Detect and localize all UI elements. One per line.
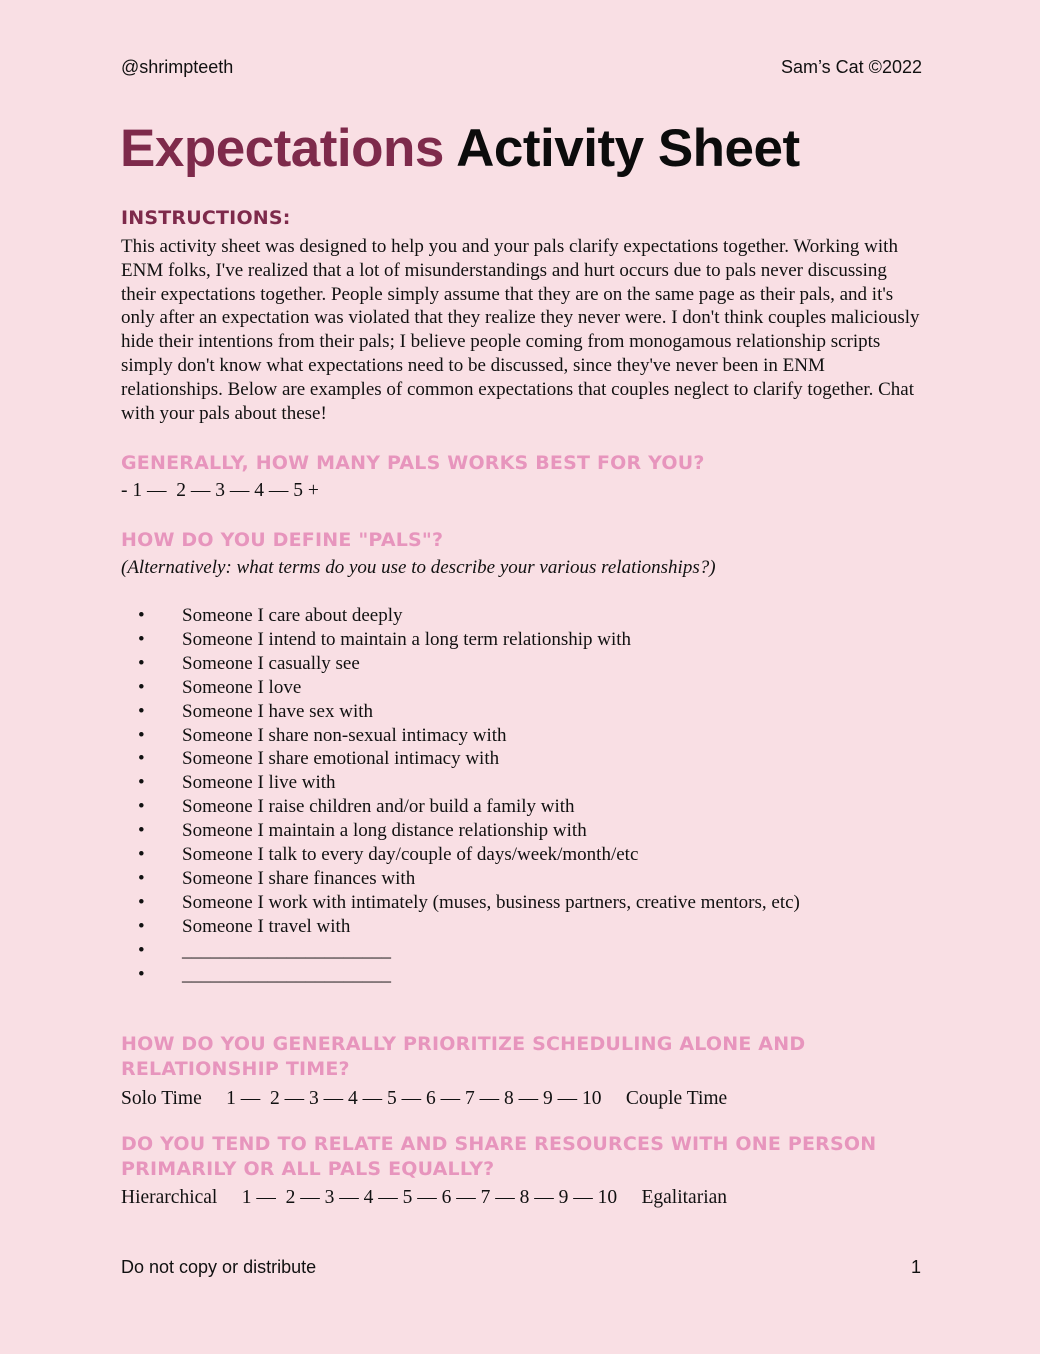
list-item xyxy=(138,915,800,939)
list-item-text: Someone I raise children and/or build a family with xyxy=(182,796,575,818)
title-accent: Expectations xyxy=(120,119,444,178)
list-item xyxy=(138,724,800,748)
list-item-text: Someone I work with intimately (muses, business partners, creative mentors, etc) xyxy=(182,891,800,913)
bullet-icon: • xyxy=(138,796,145,818)
define-pals-note: (Alternatively: what terms do you use to describe your various relationships?) xyxy=(121,557,716,578)
footer-notice: Do not copy or distribute xyxy=(121,1257,317,1277)
copyright-notice: Sam’s Cat ©2022 xyxy=(780,57,922,77)
question-resources-label: DO YOU TEND TO RELATE AND SHARE RESOURCES WITH ONE PERSON PRIMARILY OR ALL PALS EQUALLY? xyxy=(121,1133,877,1180)
bullet-icon: • xyxy=(138,891,145,913)
list-item-text: Someone I travel with xyxy=(182,915,351,937)
bullet-icon: • xyxy=(138,724,145,746)
list-item-text: Someone I intend to maintain a long term relationship with xyxy=(182,628,632,650)
pal-count-scale: - 1 — 2 — 3 — 4 — 5 + xyxy=(121,480,319,501)
list-item-text: Someone I have sex with xyxy=(182,700,374,722)
author-handle: @shrimpteeth xyxy=(121,57,234,77)
list-item xyxy=(138,891,800,915)
pal-definition-list xyxy=(138,604,800,987)
bullet-icon: • xyxy=(138,652,145,674)
bullet-icon: • xyxy=(138,867,145,889)
bullet-icon: • xyxy=(138,963,145,985)
list-item xyxy=(138,819,800,843)
title-rest: Activity Sheet xyxy=(456,119,800,178)
question-define-pals-label: HOW DO YOU DEFINE "PALS"? xyxy=(121,529,444,551)
list-item-text: Someone I share finances with xyxy=(182,867,416,889)
list-item-text: Someone I share emotional intimacy with xyxy=(182,748,500,770)
list-item xyxy=(138,795,800,819)
bullet-icon: • xyxy=(138,605,145,626)
list-item-text: Someone I maintain a long distance relationship with xyxy=(182,820,587,842)
question-scheduling-label: HOW DO YOU GENERALLY PRIORITIZE SCHEDULING ALONE AND RELATIONSHIP TIME? xyxy=(121,1033,806,1080)
list-item-text: Someone I love xyxy=(182,676,302,698)
bullet-icon: • xyxy=(138,844,145,866)
list-item xyxy=(138,771,800,795)
blank-line: ______________________ xyxy=(182,963,391,985)
list-item-text: Someone I live with xyxy=(182,772,336,794)
bullet-icon: • xyxy=(138,939,145,961)
blank-list-item xyxy=(138,939,800,963)
resources-scale: Hierarchical 1 — 2 — 3 — 4 — 5 — 6 — 7 — 8 — 9 — 10 Egalitarian xyxy=(121,1187,728,1208)
list-item-text: Someone I share non-sexual intimacy with xyxy=(182,724,507,746)
bullet-icon: • xyxy=(138,748,145,770)
bullet-icon: • xyxy=(138,772,145,794)
bullet-icon: • xyxy=(138,628,145,650)
bullet-icon: • xyxy=(138,676,145,698)
instructions-label: INSTRUCTIONS: xyxy=(121,207,291,229)
instructions-body: This activity sheet was designed to help you and your pals clarify expectations together. Working with ENM folks, I've realized that a lot of misunderstandings and hurt occurs due to pals never discussing their expectations together. People simply assume that they are on the same page as their pals, and it's only after an expectation was violated that they realize they never were. I don't think couples maliciously hide their intentions from their pals; I believe people coming from monogamous relationship scripts simply don't know what expectations need to be discussed, since they've never been in ENM relationships. Below are examples of common expectations that couples neglect to clarify together. Chat with your pals about these! xyxy=(121,236,920,424)
bullet-icon: • xyxy=(138,820,145,842)
list-item xyxy=(138,604,800,628)
question-pal-count-label: GENERALLY, HOW MANY PALS WORKS BEST FOR YOU? xyxy=(121,452,705,474)
page-number: 1 xyxy=(910,1257,921,1277)
bullet-icon: • xyxy=(138,700,145,722)
list-item xyxy=(138,843,800,867)
list-item xyxy=(138,867,800,891)
list-item xyxy=(138,628,800,652)
list-item-text: Someone I casually see xyxy=(182,652,360,674)
bullet-icon: • xyxy=(138,915,145,937)
list-item xyxy=(138,652,800,676)
list-item xyxy=(138,747,800,771)
blank-line: ______________________ xyxy=(182,939,391,961)
list-item xyxy=(138,700,800,724)
page-title xyxy=(120,118,800,179)
list-item-text: Someone I care about deeply xyxy=(182,605,403,626)
list-item xyxy=(138,676,800,700)
scheduling-scale: Solo Time 1 — 2 — 3 — 4 — 5 — 6 — 7 — 8 — 9 — 10 Couple Time xyxy=(121,1088,728,1109)
blank-list-item xyxy=(138,963,800,987)
list-item-text: Someone I talk to every day/couple of days/week/month/etc xyxy=(182,844,639,866)
